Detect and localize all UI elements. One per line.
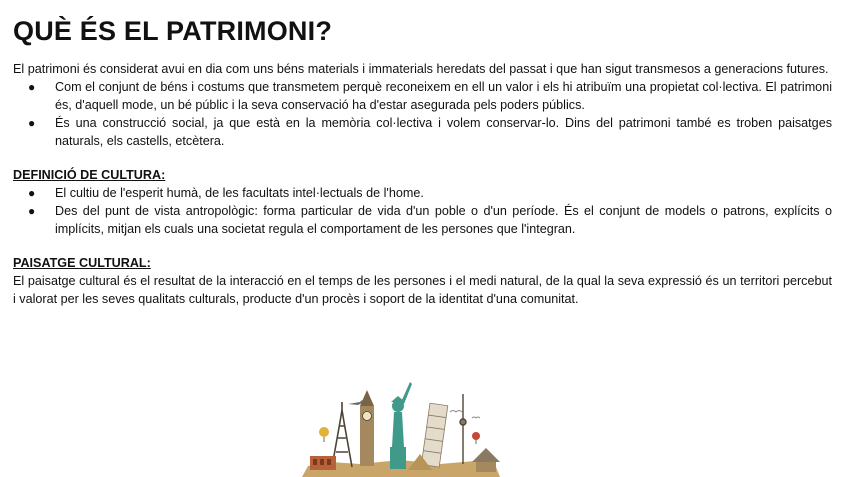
paisatge-heading: PAISATGE CULTURAL:	[13, 256, 151, 270]
list-item	[13, 114, 832, 150]
list-item-text: És una construcció social, ja que està en la memòria col·lectiva i volem conservar-lo. Dins del patrimoni també es troben paisatges naturals, els castells, etcètera.	[55, 116, 832, 148]
list-item	[13, 202, 832, 238]
paisatge-paragraph: El paisatge cultural és el resultat de la interacció en el temps de les persones i el medi natural, de la qual la seva expressió és un territori percebut i valorat per les seves qualitats culturals, producte d'un procès i soport de la identitat d'una comunitat.	[13, 274, 832, 306]
bullet-icon: ●	[28, 186, 36, 200]
balloon-icon	[472, 432, 480, 444]
list-item	[13, 184, 832, 202]
temple-icon	[472, 448, 500, 472]
balloon-icon	[319, 427, 329, 442]
statue-of-liberty-icon	[390, 382, 412, 469]
bullet-icon: ●	[28, 204, 36, 218]
tv-tower-icon	[460, 394, 466, 464]
list-item	[13, 78, 832, 114]
colosseum-icon	[310, 456, 336, 470]
page-title: QUÈ ÉS EL PATRIMONI?	[13, 16, 333, 46]
intro-paragraph: El patrimoni és considerat avui en dia com uns béns materials i immaterials heredats del passat i que han sigut transmesos a generacions futures.	[13, 62, 829, 76]
world-landmarks-illustration	[300, 372, 502, 477]
birds-icon	[450, 411, 480, 419]
patrimoni-list	[13, 78, 832, 150]
document-page	[13, 14, 832, 308]
cultura-list	[13, 184, 832, 238]
pisa-tower-icon	[421, 403, 447, 467]
list-item-text: El cultiu de l'esperit humà, de les facultats intel·lectuals de l'home.	[55, 186, 424, 200]
bullet-icon: ●	[28, 116, 36, 130]
cultura-heading: DEFINICIÓ DE CULTURA:	[13, 168, 166, 182]
list-item-text: Com el conjunt de béns i costums que transmetem perquè reconeixem en ell un valor i els hi atribuïm una propietat col·lectiva. El patrimoni és, d'aquell mode, un bé públic i la seva conservació ha d'estar asegurada pels poders públics.	[55, 80, 832, 112]
bullet-icon: ●	[28, 80, 36, 94]
list-item-text: Des del punt de vista antropològic: forma particular de vida d'un poble o d'un període. És el conjunt de models o patrons, explícits o implícits, mitjan els cuals una societat regula el comportament de les persones que l'integran.	[55, 204, 832, 236]
